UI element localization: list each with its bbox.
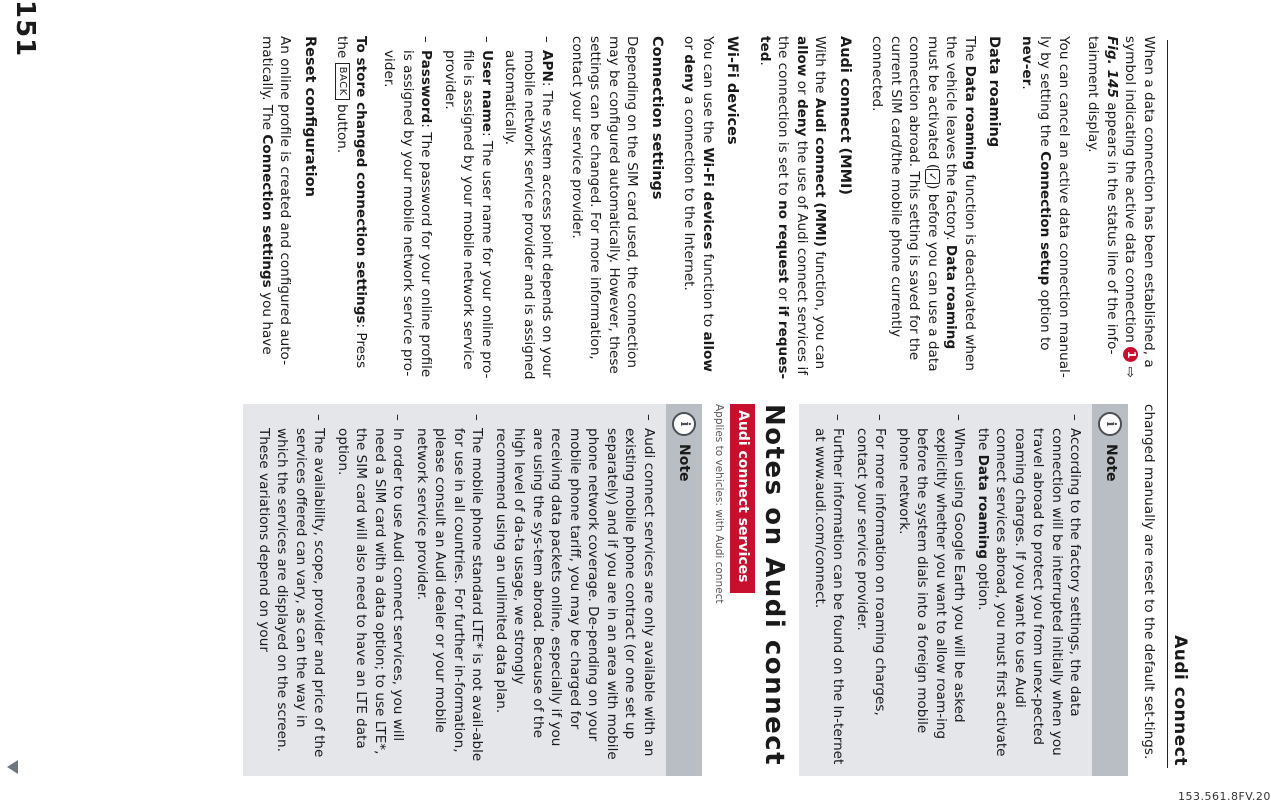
text: You can cancel an active data connection manual-ly by setting the xyxy=(1037,36,1072,378)
text: or xyxy=(681,36,698,50)
term-wifi-devices: Wi-Fi devices xyxy=(700,147,716,250)
list-item: – For more information on roaming charges, contact your service provider. xyxy=(853,414,890,766)
info-icon: i xyxy=(1099,412,1123,436)
note-body xyxy=(244,404,667,776)
text: you have xyxy=(259,292,275,355)
text: With the xyxy=(812,36,829,94)
info-icon: i xyxy=(672,412,696,436)
term-data-roaming: Data roaming xyxy=(943,244,960,350)
text: : Press the xyxy=(334,36,369,369)
list-item: – In order to use Audi connect services, you will need a SIM card with a data option; to use LTE*, the SIM card will also need to have an LTE data option. xyxy=(334,414,408,766)
chapter-title: Notes on Audi connect xyxy=(759,404,790,767)
paragraph-cancel-connection xyxy=(1018,36,1074,384)
paragraph-data-roaming xyxy=(868,36,979,384)
term-deny: deny xyxy=(681,54,698,92)
term-audi-connect-mmi: Audi connect (MMI) xyxy=(812,97,829,247)
text: button. xyxy=(334,104,351,154)
list-item: – The availability, scope, provider and price of the services offered can vary, as can the way in which the services are displayed on the screen. These variations depend on your xyxy=(255,414,329,766)
page-number: 151 xyxy=(10,0,40,58)
note-body xyxy=(800,404,1093,776)
list-item: – Further information can be found on the In-ternet at www.audi.com/connect. xyxy=(811,414,848,766)
paragraph-store-settings xyxy=(333,36,370,384)
term-deny: deny xyxy=(794,98,810,137)
paragraph-connection-settings: Depending on the SIM card used, the connection may be configured automatically. However, these settings can be changed. For more information, contact your service provider. xyxy=(569,36,641,374)
text: An online profile is created and configured auto-matically. The xyxy=(259,36,294,366)
note-box-services xyxy=(244,404,703,776)
heading-reset-configuration: Reset configuration xyxy=(302,36,318,197)
heading-connection-settings: Connection settings xyxy=(649,36,665,200)
heading-data-roaming: Data roaming xyxy=(986,36,1003,148)
text: function is deactivated when the vehicle leaves the factory. xyxy=(943,36,978,371)
heading-audi-connect-mmi: Audi connect (MMI) xyxy=(837,36,853,196)
list-item xyxy=(974,414,1085,766)
term-allow: allow xyxy=(700,331,716,372)
term: APN xyxy=(539,50,556,82)
term-connection-setup: Connection setup xyxy=(1037,151,1054,286)
checkbox-icon: ✓ xyxy=(926,169,941,184)
text: option. xyxy=(975,558,991,611)
back-key-icon: BACK xyxy=(335,63,350,100)
figure-reference-link[interactable]: Fig. 145 xyxy=(1104,36,1120,98)
term-store-settings: To store changed connection settings xyxy=(353,36,369,324)
text: function to xyxy=(700,253,716,328)
list-item: – Audi connect services are only available with an existing mobile phone contract (or one set up separately) and if you are in an area with mobile phone network coverage. De-pending on your mobile phone tariff, you may be charged for receiving data packets online, especially if you are using the sys-tem abroad. Because of the high level of da-ta usage, we strongly recommend using an unlimited data plan. xyxy=(492,414,659,766)
note-list xyxy=(255,414,659,766)
term-data-roaming: Data roaming xyxy=(975,454,991,559)
note-list xyxy=(811,414,1085,766)
list-item xyxy=(380,36,436,384)
reference-arrow-icon: ⇨ xyxy=(1122,366,1139,378)
paragraph-audi-connect-mmi xyxy=(756,36,830,384)
paragraph-continued: changed manually are reset to the default set-tings. xyxy=(1141,404,1157,760)
list-item xyxy=(441,36,497,384)
list-item xyxy=(501,36,557,384)
text: When a data connection has been established, a symbol indicating the active data connection xyxy=(1122,36,1157,368)
text: or xyxy=(775,287,792,302)
connection-settings-list xyxy=(380,36,557,384)
note-box-roaming xyxy=(800,404,1129,776)
note-header xyxy=(666,404,702,776)
term-connection-settings: Connection settings xyxy=(259,134,275,288)
list-item: – The mobile phone standard LTE* is not avail-able for use in all countries. For further in-formation, please consult an Audi dealer or your mobile network service provider. xyxy=(413,414,487,766)
text: option to xyxy=(1037,289,1054,351)
continue-arrow-icon xyxy=(7,760,18,774)
callout-number-icon: 1 xyxy=(1123,347,1138,362)
term-no-request: no request xyxy=(775,200,792,283)
text: appears in the status line of the info-tainment display. xyxy=(1085,36,1120,355)
text: . xyxy=(757,61,773,66)
note-label: Note xyxy=(676,444,693,482)
text: : The password for your online profile is assigned by your mobile network service pro-vider. xyxy=(381,50,435,378)
paragraph-reset-configuration xyxy=(258,36,295,384)
text: The xyxy=(962,36,978,62)
term-never: nev-er xyxy=(1019,36,1035,86)
left-column xyxy=(247,36,1159,384)
text: the use of Audi connect services if the connection is set to xyxy=(775,36,810,376)
text: : The system access point depends on your mobile network service provider and is assigned automatically. xyxy=(502,50,556,380)
term: User name xyxy=(479,50,495,133)
term: Password xyxy=(418,50,435,124)
applies-to-vehicles: Applies to vehicles: with Audi connect xyxy=(713,404,726,604)
list-item: – When using Google Earth you will be asked explicitly whether you want to allow roam-ing before the system dials into a foreign mobile phone network. xyxy=(895,414,969,766)
header-rule xyxy=(1167,40,1168,768)
text: . xyxy=(1019,85,1035,90)
note-header xyxy=(1093,404,1129,776)
section-banner: Audi connect services xyxy=(731,404,756,593)
paragraph-connection-symbol xyxy=(1084,36,1158,384)
note-label: Note xyxy=(1102,444,1119,482)
term-data-roaming: Data roaming xyxy=(962,65,978,170)
text: : The user name for your online pro-file is assigned by your mobile network service provider. xyxy=(442,50,495,379)
heading-wifi-devices: Wi-Fi devices xyxy=(724,36,741,145)
text: a connection to the Internet. xyxy=(681,96,698,291)
running-header-title: Audi connect xyxy=(1170,635,1190,766)
text: ) before you can use a data connection abroad. This setting is saved for the current SIM card/the mobile phone currently connected. xyxy=(869,36,941,372)
text: You can use the xyxy=(700,36,716,144)
document-code: 153.561.8FV.20 xyxy=(1178,790,1271,803)
text: According to the factory settings, the data connection will be interrupted initially when you travel abroad to protect you from unex-pected roaming charges. If you want to use Audi connect services abroad, you must first activate the xyxy=(975,428,1084,757)
text: or xyxy=(794,80,810,95)
text: must be activated ( xyxy=(925,36,941,170)
paragraph-wifi-devices xyxy=(680,36,717,384)
right-column xyxy=(230,404,1159,776)
term-allow: allow xyxy=(794,36,810,77)
term-if-requested: if reques-ted xyxy=(757,36,792,380)
text: function, you can xyxy=(812,251,829,370)
